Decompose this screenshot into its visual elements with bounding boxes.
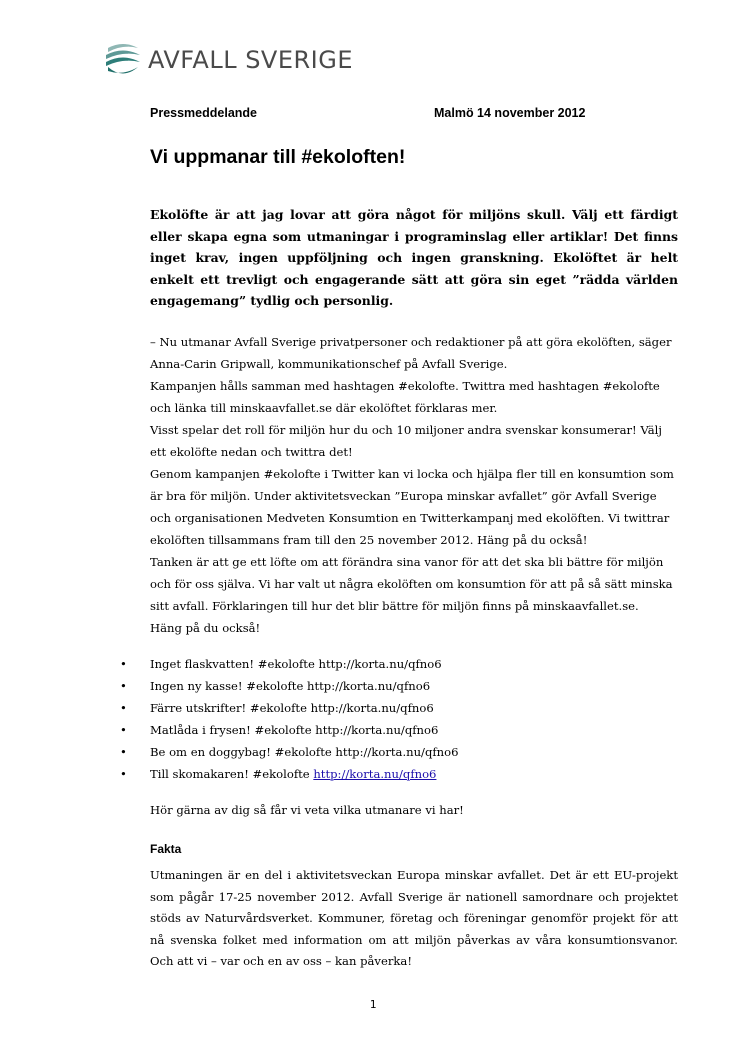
bullet-icon: • [120, 701, 127, 715]
logo-wordmark: AVFALL SVERIGE [148, 46, 354, 74]
list-item [120, 697, 459, 719]
list-item-text: Ingen ny kasse! #ekolofte http://korta.nu/qfno6 [150, 679, 431, 693]
body-paragraph: Visst spelar det roll för miljön hur du och 10 miljoner andra svenskar konsumerar! Välj ett ekolöfte nedan och twittra det! [150, 423, 662, 459]
bullet-icon: • [120, 679, 127, 693]
place-date: Malmö 14 november 2012 [434, 106, 586, 120]
list-item-text: Be om en doggybag! #ekolofte http://korta.nu/qfno6 [150, 745, 459, 759]
closing-text: Hör gärna av dig så får vi veta vilka utmanare vi har! [150, 803, 464, 817]
body-paragraph: Kampanjen hålls samman med hashtagen #ekolofte. Twittra med hashtagen #ekolofte och länka till minskaavfallet.se där ekolöftet förklaras mer. [150, 379, 660, 415]
list-item [120, 719, 459, 741]
fact-heading: Fakta [150, 842, 182, 856]
body-paragraph: Häng på du också! [150, 621, 261, 635]
lead-paragraph: Ekolöfte är att jag lovar att göra något för miljöns skull. Välj ett färdigt eller skapa egna som utmaningar i programinslag eller artiklar! Det finns inget krav, ingen uppföljning och ingen granskning. Ekolöftet är helt enkelt ett trevligt och engagerande sätt att göra sin eget ”rädda världen engagemang” tydlig och personlig. [150, 207, 678, 308]
list-item [120, 675, 459, 697]
fact-text: Utmaningen är en del i aktivitetsveckan Europa minskar avfallet. Det är ett EU-projekt som pågår 17-25 november 2012. Avfall Sverige är nationell samordnare och projektet stöds av Naturvårdsverket. Kommuner, företag och föreningar genomför projekt för att nå svenska folket med information om att miljön påverkas av våra konsumtionsvanor. Och att vi – var och en av oss – kan påverka! [150, 868, 678, 968]
bullet-icon: • [120, 745, 127, 759]
bullet-icon: • [120, 767, 127, 781]
list-item-text: Matlåda i frysen! #ekolofte http://korta.nu/qfno6 [150, 723, 439, 737]
bullet-icon: • [120, 723, 127, 737]
body-paragraph: Genom kampanjen #ekolofte i Twitter kan vi locka och hjälpa fler till en konsumtion som är bra för miljön. Under aktivitetsveckan ”Europa minskar avfallet” gör Avfall Sverige och organisationen Medveten Konsumtion en Twitterkampanj med ekolöften. Vi twittrar ekolöften tillsammans fram till den 25 november 2012. Häng på du också! [150, 467, 674, 547]
body-text [150, 331, 678, 639]
list-item-text: Färre utskrifter! #ekolofte http://korta.nu/qfno6 [150, 701, 434, 715]
list-item-text: Till skomakaren! #ekolofte [150, 767, 314, 781]
page-title: Vi uppmanar till #ekoloften! [150, 146, 406, 168]
press-release-label: Pressmeddelande [150, 106, 257, 120]
body-paragraph: – Nu utmanar Avfall Sverige privatpersoner och redaktioner på att göra ekolöften, säger Anna-Carin Gripwall, kommunikationschef på Avfall Sverige. [150, 335, 672, 371]
page-number: 1 [369, 998, 377, 1011]
logo [104, 40, 353, 80]
bullet-icon: • [120, 657, 127, 671]
list-item [120, 763, 459, 785]
list-item-text: Inget flaskvatten! #ekolofte http://korta.nu/qfno6 [150, 657, 442, 671]
list-item [120, 653, 459, 675]
korta-link[interactable]: http://korta.nu/qfno6 [313, 767, 437, 781]
list-item [120, 741, 459, 763]
avfall-sverige-logo-icon [104, 42, 142, 78]
ekolofte-list [120, 653, 459, 785]
body-paragraph: Tanken är att ge ett löfte om att förändra sina vanor för att det ska bli bättre för miljön och för oss själva. Vi har valt ut några ekolöften om konsumtion för att på så sätt minska sitt avfall. Förklaringen till hur det blir bättre för miljön finns på minskaavfallet.se. [150, 555, 673, 613]
